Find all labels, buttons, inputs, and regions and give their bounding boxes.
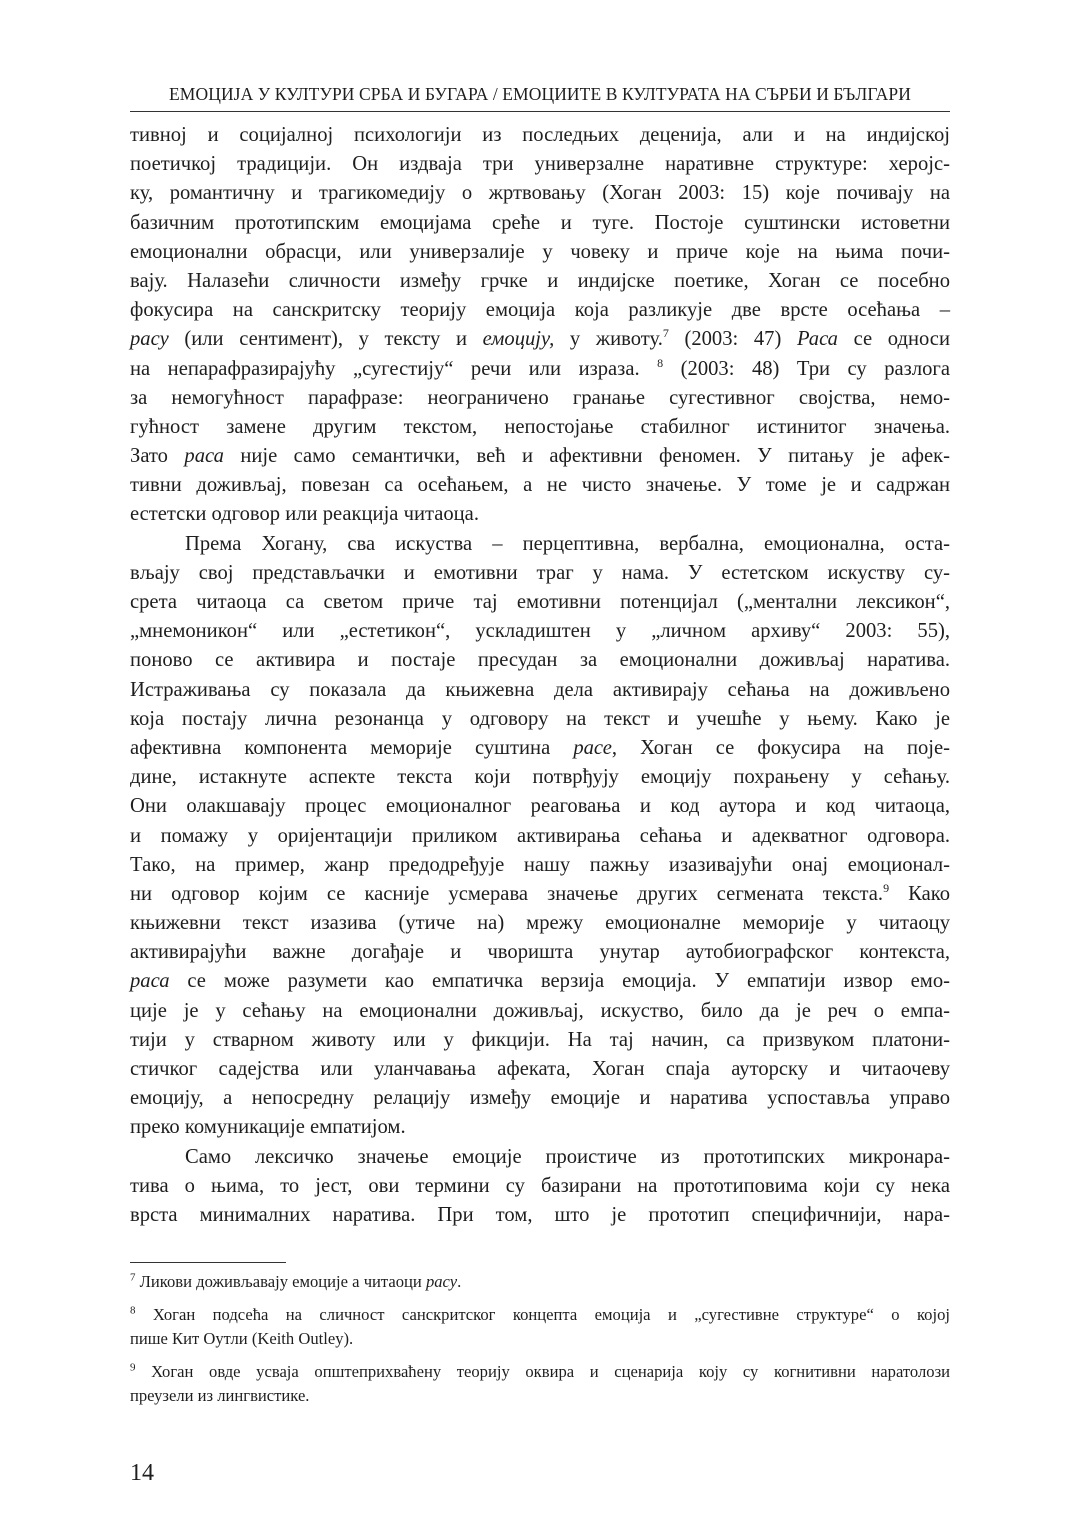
text-segment: Зато (130, 445, 185, 468)
footnote-line (130, 1360, 950, 1385)
footnote-line (130, 1303, 950, 1328)
text-segment: афективна компонента меморије суштина (130, 736, 574, 759)
footnote-number: 7 (130, 1271, 136, 1284)
footnote-7 (130, 1270, 950, 1295)
text-line: естетски одговор или реакција читаоца. (130, 503, 479, 526)
text-segment: Хоган овде усваја општеприхваћену теорију оквира и сценарија коју су когнитивни наратолози (135, 1361, 950, 1381)
text-segment: Како (889, 882, 951, 905)
text-line (130, 880, 950, 909)
footnote-rule (130, 1262, 286, 1263)
text-segment: Хоган подсећа на сличност санскритског концепта емоција и „сугестивне структуре“ о којој (135, 1304, 950, 1324)
text-line: гућност замене другим текстом, непостојање стабилног истинитог значења. (130, 415, 950, 438)
footnote-line (130, 1270, 950, 1295)
text-segment: није само семантички, већ и афективни феномен. У питању је афек- (223, 445, 951, 468)
body-text (130, 121, 950, 1230)
footnote-ref: 9 (883, 881, 890, 896)
text-line: емоционални обрасци, или универзалије у човеку и приче које на њима почи- (130, 240, 950, 263)
text-line: фокусира на санскритску теорију емоција која разликује две врсте осећања – (130, 299, 950, 322)
text-segment: (2003: 47) (668, 328, 797, 351)
text-line (130, 442, 950, 471)
paragraph-3 (130, 1143, 950, 1231)
header-rule (130, 111, 950, 112)
footnote-ref: 8 (657, 355, 664, 370)
text-line (130, 967, 950, 996)
text-line: Тако, на пример, жанр предодређује нашу пажњу изазивајући онај емоционал- (130, 853, 950, 876)
italic-term: Раса (796, 328, 838, 351)
page-number: 14 (130, 1460, 154, 1486)
text-segment: , Хоган се фокусира на поје- (611, 736, 950, 759)
text-line: и помажу у оријентацији приликом активирања сећања и адекватног одговора. (130, 824, 950, 847)
text-segment: се односи (837, 328, 950, 351)
text-line: ције је у сећању на емоционални доживљај, искуство, било да је реч о емпа- (130, 999, 950, 1022)
text-line: базичним прототипским емоцијама среће и туге. Постоје суштински истоветни (130, 211, 950, 234)
text-line (130, 325, 950, 354)
text-segment: . (457, 1272, 462, 1291)
text-segment: у животу. (554, 328, 663, 351)
text-line: врста минималних наратива. При том, што је прототип специфичнији, нара- (130, 1203, 950, 1226)
paragraph-2 (130, 530, 950, 1143)
text-line: „мнемоникон“ или „естетикон“, ускладиштен у „личном архиву“ 2003: 55), (130, 620, 950, 643)
footnotes (130, 1270, 950, 1409)
paragraph-1 (130, 121, 950, 530)
italic-term: расе (573, 736, 612, 759)
footnote-9 (130, 1360, 950, 1409)
text-line (130, 355, 950, 384)
text-line: Само лексичко значење емоције проистиче из прототипских микронара- (185, 1145, 950, 1168)
running-header: ЕМОЦИЈА У КУЛТУРИ СРБА И БУГАРА / ЕМОЦИИТЕ В КУЛТУРАТА НА СЪРБИ И БЪЛГАРИ (169, 84, 911, 104)
text-line: вају. Налазећи сличности између грчке и индијске поетике, Хоган се посебно (130, 269, 950, 292)
italic-term: расу (130, 328, 169, 351)
italic-term: , (944, 941, 950, 964)
text-line: која постају лична резонанца у одговору на текст и учешће у њему. Како је (130, 707, 950, 730)
footnote-8 (130, 1303, 950, 1352)
text-segment: ни одговор којим се касније усмерава значење других сегмената текста. (130, 882, 884, 905)
text-line: Они олакшавају процес емоционалног реаговања и код аутора и код читаоца, (130, 795, 950, 818)
text-line (130, 938, 950, 967)
footnote-line: пише Кит Оутли (Keith Outley). (130, 1329, 354, 1348)
text-segment: (2003: 48) Три су разлога (663, 357, 950, 380)
text-line: дине, истакнуте аспекте текста који потврђују емоцију похрањену у сећању. (130, 766, 950, 789)
text-line (130, 734, 950, 763)
text-segment: (или сентимент), у тексту и (168, 328, 483, 351)
text-line: Према Хогану, сва искуства – перцептивна, вербална, емоционална, оста- (185, 532, 950, 555)
italic-term: раса (130, 970, 170, 993)
footnote-number: 9 (130, 1360, 136, 1373)
text-line: вљају свој представљачки и емотивни траг у нама. У естетском искуству су- (130, 561, 950, 584)
footnote-ref: 7 (662, 326, 669, 341)
italic-term: раса (184, 445, 224, 468)
footnote-number: 8 (130, 1303, 136, 1316)
text-line: поново се активира и постаје пресудан за емоционални доживљај наратива. (130, 649, 950, 672)
italic-term: емоцију, (482, 328, 555, 351)
text-line: тива о њима, то јест, ови термини су базирани на прототиповима који су нека (130, 1174, 950, 1197)
text-line: тији у стварном животу или у фикцији. На тај начин, са призвуком платони- (130, 1028, 950, 1051)
text-line: за немогућност парафразе: неограничено гранање сугестивног својства, немо- (130, 386, 950, 409)
text-segment: Ликови доживљавају емоције а читаоци (135, 1272, 426, 1291)
text-line: Истраживања су показала да књижевна дела активирају сећања на доживљено (130, 678, 950, 701)
text-line: ку, романтичну и трагикомедију о жртвовању (Хоган 2003: 15) које почивају на (130, 182, 950, 205)
italic-term: расу (425, 1272, 458, 1291)
text-line: стичког садејства или уланчавања афеката, Хоган спаја ауторску и читаочеву (130, 1058, 950, 1080)
text-line: тивни доживљај, повезан са осећањем, а не чисто значење. У томе је и садржан (130, 474, 950, 497)
text-line: књижевни текст изазива (утиче на) мрежу емоционалне меморије у читаоцу (130, 912, 950, 935)
footnote-line: преузели из лингвистике. (130, 1386, 310, 1405)
text-line: срета читаоца са светом приче тај емотивни потенцијал („ментални лексикон“, (130, 591, 950, 613)
text-segment: на непарафразирајућу „сугестију“ речи или израза. (130, 357, 658, 380)
text-line: поетичкој традицији. Он издваја три универзалне наративне структуре: херојс- (130, 153, 950, 176)
text-segment: се може разумети као емпатичка верзија емоција. У емпатији извор емо- (169, 970, 950, 993)
text-line: преко комуникације емпатијом. (130, 1116, 406, 1139)
text-line: тивној и социјалној психологији из последњих деценија, али и на индијској (130, 124, 950, 146)
text-segment: активирајући важне догађаје и чворишта унутар аутобиографског контекста (130, 941, 945, 964)
text-line: емоцију, а непосредну релацију између емоције и наратива успоставља управо (130, 1087, 950, 1110)
